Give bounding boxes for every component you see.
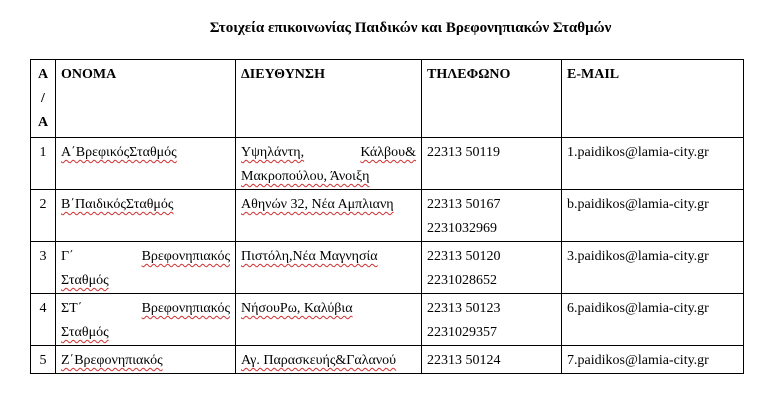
address-part: Αγ. Παρασκευής&Γαλανού [241, 353, 397, 368]
name-part: Βρεφονηπιακός [141, 249, 230, 264]
name-line [61, 245, 230, 269]
station-name [56, 138, 236, 190]
address-part: ΝήσουΡω, Καλύβια [241, 301, 353, 316]
address-line [241, 165, 416, 189]
table-row [31, 190, 744, 242]
station-name [56, 242, 236, 294]
station-email[interactable]: 1.paidikos@lamia-city.gr [562, 138, 744, 190]
station-address [236, 294, 422, 346]
row-number: 2 [31, 190, 56, 242]
name-part: Σταθμός [61, 325, 109, 340]
table-row [31, 138, 744, 190]
header-address: ΔΙΕΥΘΥΝΣΗ [236, 60, 422, 138]
station-phone [422, 242, 562, 294]
station-address [236, 242, 422, 294]
station-phone [422, 138, 562, 190]
station-email[interactable]: b.paidikos@lamia-city.gr [562, 190, 744, 242]
station-name [56, 346, 236, 374]
name-line [61, 297, 230, 321]
name-part: Γ΄ [61, 249, 74, 264]
station-address [236, 190, 422, 242]
row-number: 4 [31, 294, 56, 346]
station-name-text: Β΄ΠαιδικόςΣταθμός [61, 197, 174, 212]
row-number: 3 [31, 242, 56, 294]
table-row [31, 346, 744, 374]
phone-number: 22313 50119 [427, 145, 500, 160]
address-part: Υψηλάντη, [241, 145, 305, 160]
station-name [56, 190, 236, 242]
station-email[interactable]: 6.paidikos@lamia-city.gr [562, 294, 744, 346]
station-name-text: Ζ΄Βρεφονηπιακός [61, 353, 163, 368]
name-line [61, 321, 230, 345]
address-line [241, 141, 416, 165]
name-line [61, 269, 230, 293]
row-number: 5 [31, 346, 56, 374]
phone-number: 22313 50167 [427, 197, 501, 212]
phone-number: 2231029357 [427, 325, 497, 340]
phone-number: 22313 50124 [427, 353, 501, 368]
address-part: Αθηνών 32, Νέα Αμπλιανη [241, 197, 394, 212]
station-phone [422, 294, 562, 346]
table-row [31, 242, 744, 294]
station-email[interactable]: 7.paidikos@lamia-city.gr [562, 346, 744, 374]
name-part: Βρεφονηπιακός [141, 301, 230, 316]
station-phone [422, 190, 562, 242]
address-part: Πιστόλη,Νέα Μαγνησία [241, 249, 378, 264]
table-row [31, 294, 744, 346]
contacts-table [30, 59, 744, 374]
station-name [56, 294, 236, 346]
header-number-part: / [41, 91, 45, 106]
header-number-part: Α [37, 67, 49, 82]
phone-number: 2231032969 [427, 221, 497, 236]
phone-number: 22313 50120 [427, 249, 501, 264]
station-phone [422, 346, 562, 374]
station-address [236, 138, 422, 190]
table-header-row [31, 60, 744, 138]
header-name: ΟΝΟΜΑ [56, 60, 236, 138]
header-number [31, 60, 56, 138]
phone-number: 22313 50123 [427, 301, 501, 316]
document-title: Στοιχεία επικοινωνίας Παιδικών και Βρεφονηπιακών Σταθμών [209, 20, 612, 36]
header-number-part: Α [37, 115, 49, 130]
phone-number: 2231028652 [427, 273, 497, 288]
address-part: Κάλβου& [360, 145, 416, 160]
address-part: Μακροπούλου, Άνοιξη [241, 169, 370, 184]
header-phone: ΤΗΛΕΦΩΝΟ [422, 60, 562, 138]
name-part: ΣΤ΄ [61, 301, 83, 316]
header-email: E-MAIL [562, 60, 744, 138]
name-part: Σταθμός [61, 273, 109, 288]
row-number: 1 [31, 138, 56, 190]
station-name-text: Α΄ΒρεφικόςΣταθμός [61, 145, 177, 160]
station-address [236, 346, 422, 374]
station-email[interactable]: 3.paidikos@lamia-city.gr [562, 242, 744, 294]
